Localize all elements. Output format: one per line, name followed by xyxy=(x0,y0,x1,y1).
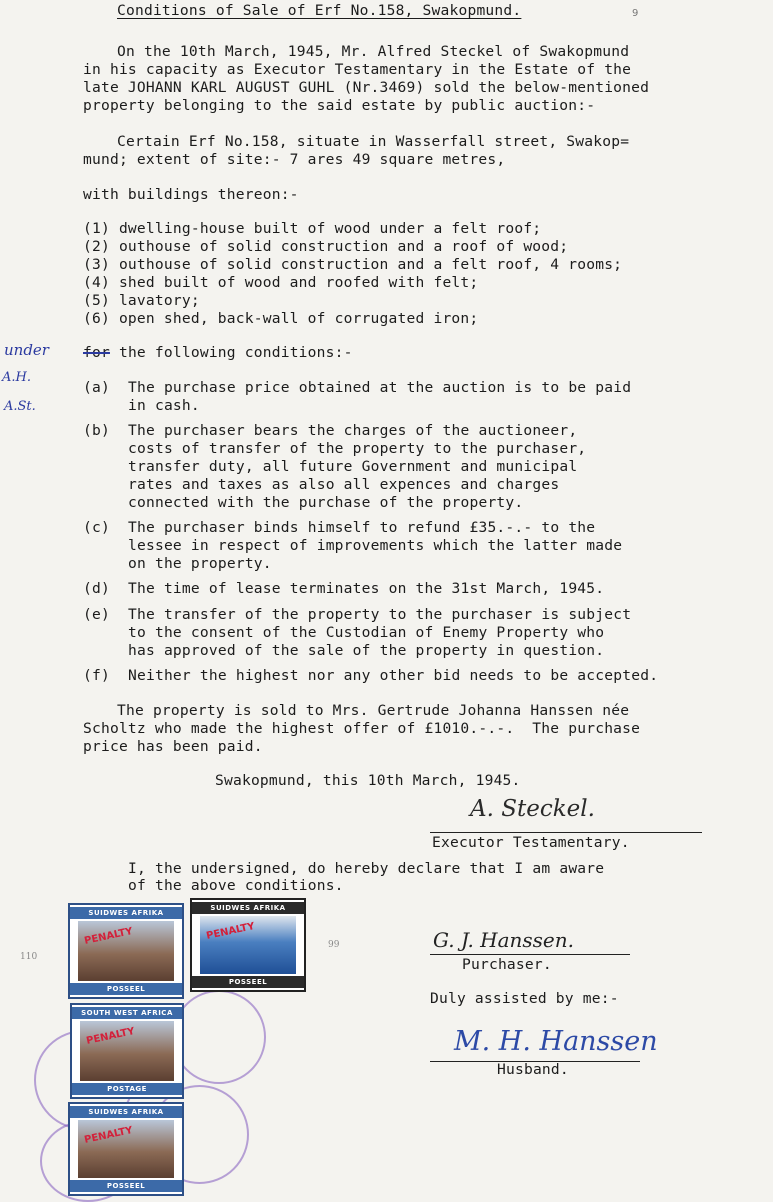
condition-line: lessee in respect of improvements which the latter made xyxy=(128,537,623,554)
intro-line: On the 10th March, 1945, Mr. Alfred Steckel of Swakopmund xyxy=(117,43,630,60)
executor-signature: A. Steckel. xyxy=(470,796,595,822)
stamp-value: POSSEEL xyxy=(192,976,304,988)
revenue-stamp xyxy=(70,1003,184,1099)
conditions-intro xyxy=(83,344,353,362)
husband-role: Husband. xyxy=(497,1061,569,1078)
sold-line: Scholtz who made the highest offer of £1010.-.-. The purchase xyxy=(83,720,641,737)
condition-line: costs of transfer of the property to the purchaser, xyxy=(128,440,587,457)
stamp-value: POSSEEL xyxy=(70,1180,182,1192)
revenue-stamp xyxy=(68,903,184,999)
stamp-country: SUIDWES AFRIKA xyxy=(192,902,304,914)
assisted-text: Duly assisted by me:- xyxy=(430,990,619,1007)
purchaser-signature: G. J. Hanssen. xyxy=(433,928,575,952)
condition-line: Neither the highest nor any other bid needs to be accepted. xyxy=(128,667,659,684)
property-line: mund; extent of site:- 7 ares 49 square metres, xyxy=(83,151,506,168)
sold-line: price has been paid. xyxy=(83,738,263,755)
margin-correction: under xyxy=(4,341,49,359)
condition-line: The purchaser binds himself to refund £35.-.- to the xyxy=(128,519,596,536)
stamp-value: POSSEEL xyxy=(70,983,182,995)
building-item: (3) outhouse of solid construction and a felt roof, 4 rooms; xyxy=(83,256,623,273)
stamp-country: SOUTH WEST AFRICA xyxy=(72,1007,182,1019)
condition-line: rates and taxes as also all expences and charges xyxy=(128,476,560,493)
sold-line: The property is sold to Mrs. Gertrude Johanna Hanssen née xyxy=(117,702,630,719)
condition-line: The time of lease terminates on the 31st March, 1945. xyxy=(128,580,605,597)
condition-line: in cash. xyxy=(128,397,200,414)
stamp-country: SUIDWES AFRIKA xyxy=(70,907,182,919)
stamp-overprint: PENALTY xyxy=(83,1125,134,1146)
condition-label: (d) xyxy=(83,580,110,597)
building-item: (5) lavatory; xyxy=(83,292,200,309)
condition-label: (f) xyxy=(83,667,110,684)
intro-line: property belonging to the said estate by public auction:- xyxy=(83,97,596,114)
condition-label: (e) xyxy=(83,606,110,623)
stamp-overprint: PENALTY xyxy=(83,926,134,947)
conditions-intro-rest: the following conditions:- xyxy=(109,344,353,361)
building-item: (6) open shed, back-wall of corrugated iron; xyxy=(83,310,479,327)
condition-line: The purchase price obtained at the auction is to be paid xyxy=(128,379,632,396)
executor-signature-line xyxy=(430,832,702,833)
margin-initials: A.St. xyxy=(4,399,36,414)
condition-line: has approved of the sale of the property in question. xyxy=(128,642,605,659)
condition-line: transfer duty, all future Government and municipal xyxy=(128,458,578,475)
pencil-number: 110 xyxy=(20,952,38,962)
postmark-circle xyxy=(172,990,266,1084)
revenue-stamp xyxy=(190,898,306,992)
pencil-number: 99 xyxy=(328,940,340,950)
stamp-overprint: PENALTY xyxy=(85,1026,136,1047)
declaration-line: I, the undersigned, do hereby declare that I am aware xyxy=(128,860,605,877)
declaration-line: of the above conditions. xyxy=(128,877,344,894)
condition-line: The purchaser bears the charges of the auctioneer, xyxy=(128,422,578,439)
building-item: (1) dwelling-house built of wood under a felt roof; xyxy=(83,220,542,237)
condition-line: connected with the purchase of the property. xyxy=(128,494,524,511)
struck-word: for xyxy=(83,344,110,361)
condition-line: The transfer of the property to the purchaser is subject xyxy=(128,606,632,623)
purchaser-role: Purchaser. xyxy=(462,956,552,973)
stamp-overprint: PENALTY xyxy=(205,921,256,942)
buildings-intro: with buildings thereon:- xyxy=(83,186,299,203)
executor-role: Executor Testamentary. xyxy=(432,834,630,851)
property-line: Certain Erf No.158, situate in Wasserfall street, Swakop= xyxy=(117,133,630,150)
building-item: (4) shed built of wood and roofed with felt; xyxy=(83,274,479,291)
stamp-value: POSTAGE xyxy=(72,1083,182,1095)
revenue-stamp xyxy=(68,1102,184,1196)
condition-label: (a) xyxy=(83,379,110,396)
page-number: 9 xyxy=(632,8,639,19)
purchaser-signature-line xyxy=(430,954,630,955)
building-item: (2) outhouse of solid construction and a roof of wood; xyxy=(83,238,569,255)
document-title: Conditions of Sale of Erf No.158, Swakopmund. xyxy=(117,2,522,19)
place-date: Swakopmund, this 10th March, 1945. xyxy=(215,772,521,789)
condition-label: (b) xyxy=(83,422,110,439)
condition-line: to the consent of the Custodian of Enemy Property who xyxy=(128,624,605,641)
intro-line: late JOHANN KARL AUGUST GUHL (Nr.3469) sold the below-mentioned xyxy=(83,79,650,96)
margin-initials: A.H. xyxy=(2,370,31,385)
intro-line: in his capacity as Executor Testamentary in the Estate of the xyxy=(83,61,632,78)
stamp-country: SUIDWES AFRIKA xyxy=(70,1106,182,1118)
condition-label: (c) xyxy=(83,519,110,536)
husband-signature: M. H. Hanssen xyxy=(454,1026,658,1057)
condition-line: on the property. xyxy=(128,555,272,572)
